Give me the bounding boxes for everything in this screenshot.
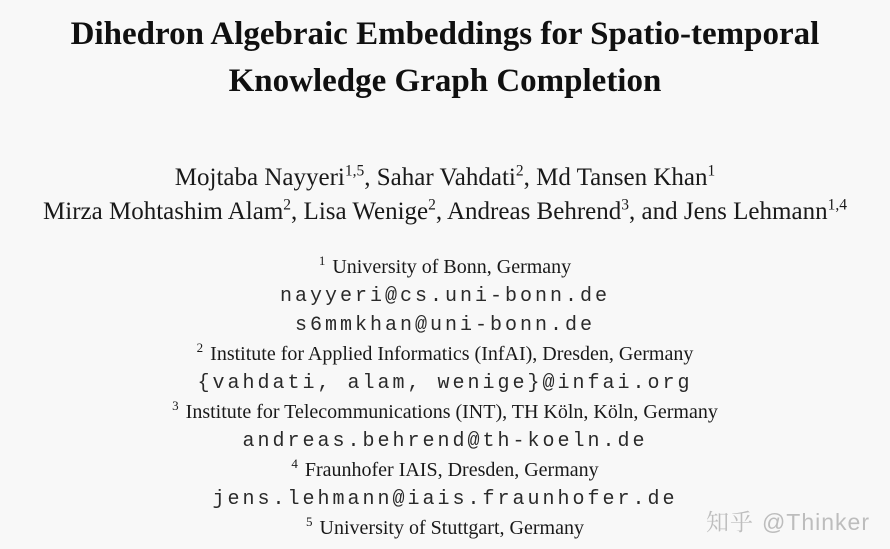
author-affiliation-superscript: 1,4 bbox=[827, 196, 847, 214]
author-name: Andreas Behrend bbox=[447, 198, 622, 225]
affiliation-number: 4 bbox=[291, 456, 298, 472]
author-affiliation-superscript: 1 bbox=[707, 162, 716, 180]
author-line: Mojtaba Nayyeri$^{1,5}$, Sahar Vahdati$^2$, Md Tansen Khan$^1$ bbox=[174, 162, 716, 191]
affiliations-block bbox=[0, 253, 890, 543]
author-name: Lisa Wenige bbox=[303, 198, 429, 225]
affiliation-number: 3 bbox=[172, 398, 179, 414]
author-affiliation-superscript: 1,5 bbox=[344, 162, 365, 180]
author-name: Mojtaba Nayyeri bbox=[174, 164, 345, 191]
author-block bbox=[0, 161, 890, 229]
watermark-handle: @Thinker bbox=[761, 509, 870, 535]
affiliation-line: $^1$ University of Bonn, Germany bbox=[318, 253, 572, 278]
affiliation-line: $^3$ Institute for Telecommunications (INT), TH Köln, Köln, Germany bbox=[172, 398, 718, 423]
affiliation-number: 1 bbox=[318, 253, 326, 269]
watermark bbox=[706, 504, 870, 537]
author-name: Sahar Vahdati bbox=[376, 164, 516, 191]
paper-title-line-1: Dihedron Algebraic Embeddings for Spatio-temporal bbox=[70, 16, 820, 52]
affiliation-email: jens.lehmann@iais.fraunhofer.de bbox=[212, 488, 678, 511]
affiliation-line: $^5$ University of Stuttgart, Germany bbox=[306, 514, 584, 539]
author-name: Md Tansen Khan bbox=[536, 164, 708, 191]
affiliation-line: $^2$ Institute for Applied Informatics (InfAI), Dresden, Germany bbox=[196, 340, 694, 365]
author-line: Mirza Mohtashim Alam$^2$, Lisa Wenige$^2$, Andreas Behrend$^3$, and Jens Lehmann$^{1,4}$ bbox=[43, 196, 847, 225]
affiliation-number: 2 bbox=[196, 340, 204, 356]
affiliation-email: s6mmkhan@uni-bonn.de bbox=[294, 314, 596, 337]
author-name: Mirza Mohtashim Alam bbox=[43, 198, 284, 225]
affiliation-email: nayyeri@cs.uni-bonn.de bbox=[279, 285, 611, 308]
author-affiliation-superscript: 2 bbox=[283, 196, 292, 214]
author-affiliation-superscript: 2 bbox=[515, 162, 524, 180]
affiliation-number: 5 bbox=[306, 514, 313, 530]
author-affiliation-superscript: 3 bbox=[621, 196, 629, 214]
affiliation-email: andreas.behrend@th-koeln.de bbox=[242, 430, 648, 453]
affiliation-line: $^4$ Fraunhofer IAIS, Dresden, Germany bbox=[291, 456, 599, 481]
zhihu-logo: 知乎 bbox=[705, 509, 754, 535]
author-affiliation-superscript: 2 bbox=[428, 196, 436, 214]
paper-title bbox=[0, 0, 890, 105]
affiliation-email: {vahdati, alam, wenige}@infai.org bbox=[197, 372, 693, 395]
author-name: Jens Lehmann bbox=[683, 198, 828, 225]
paper-title-line-2: Knowledge Graph Completion bbox=[228, 63, 662, 99]
